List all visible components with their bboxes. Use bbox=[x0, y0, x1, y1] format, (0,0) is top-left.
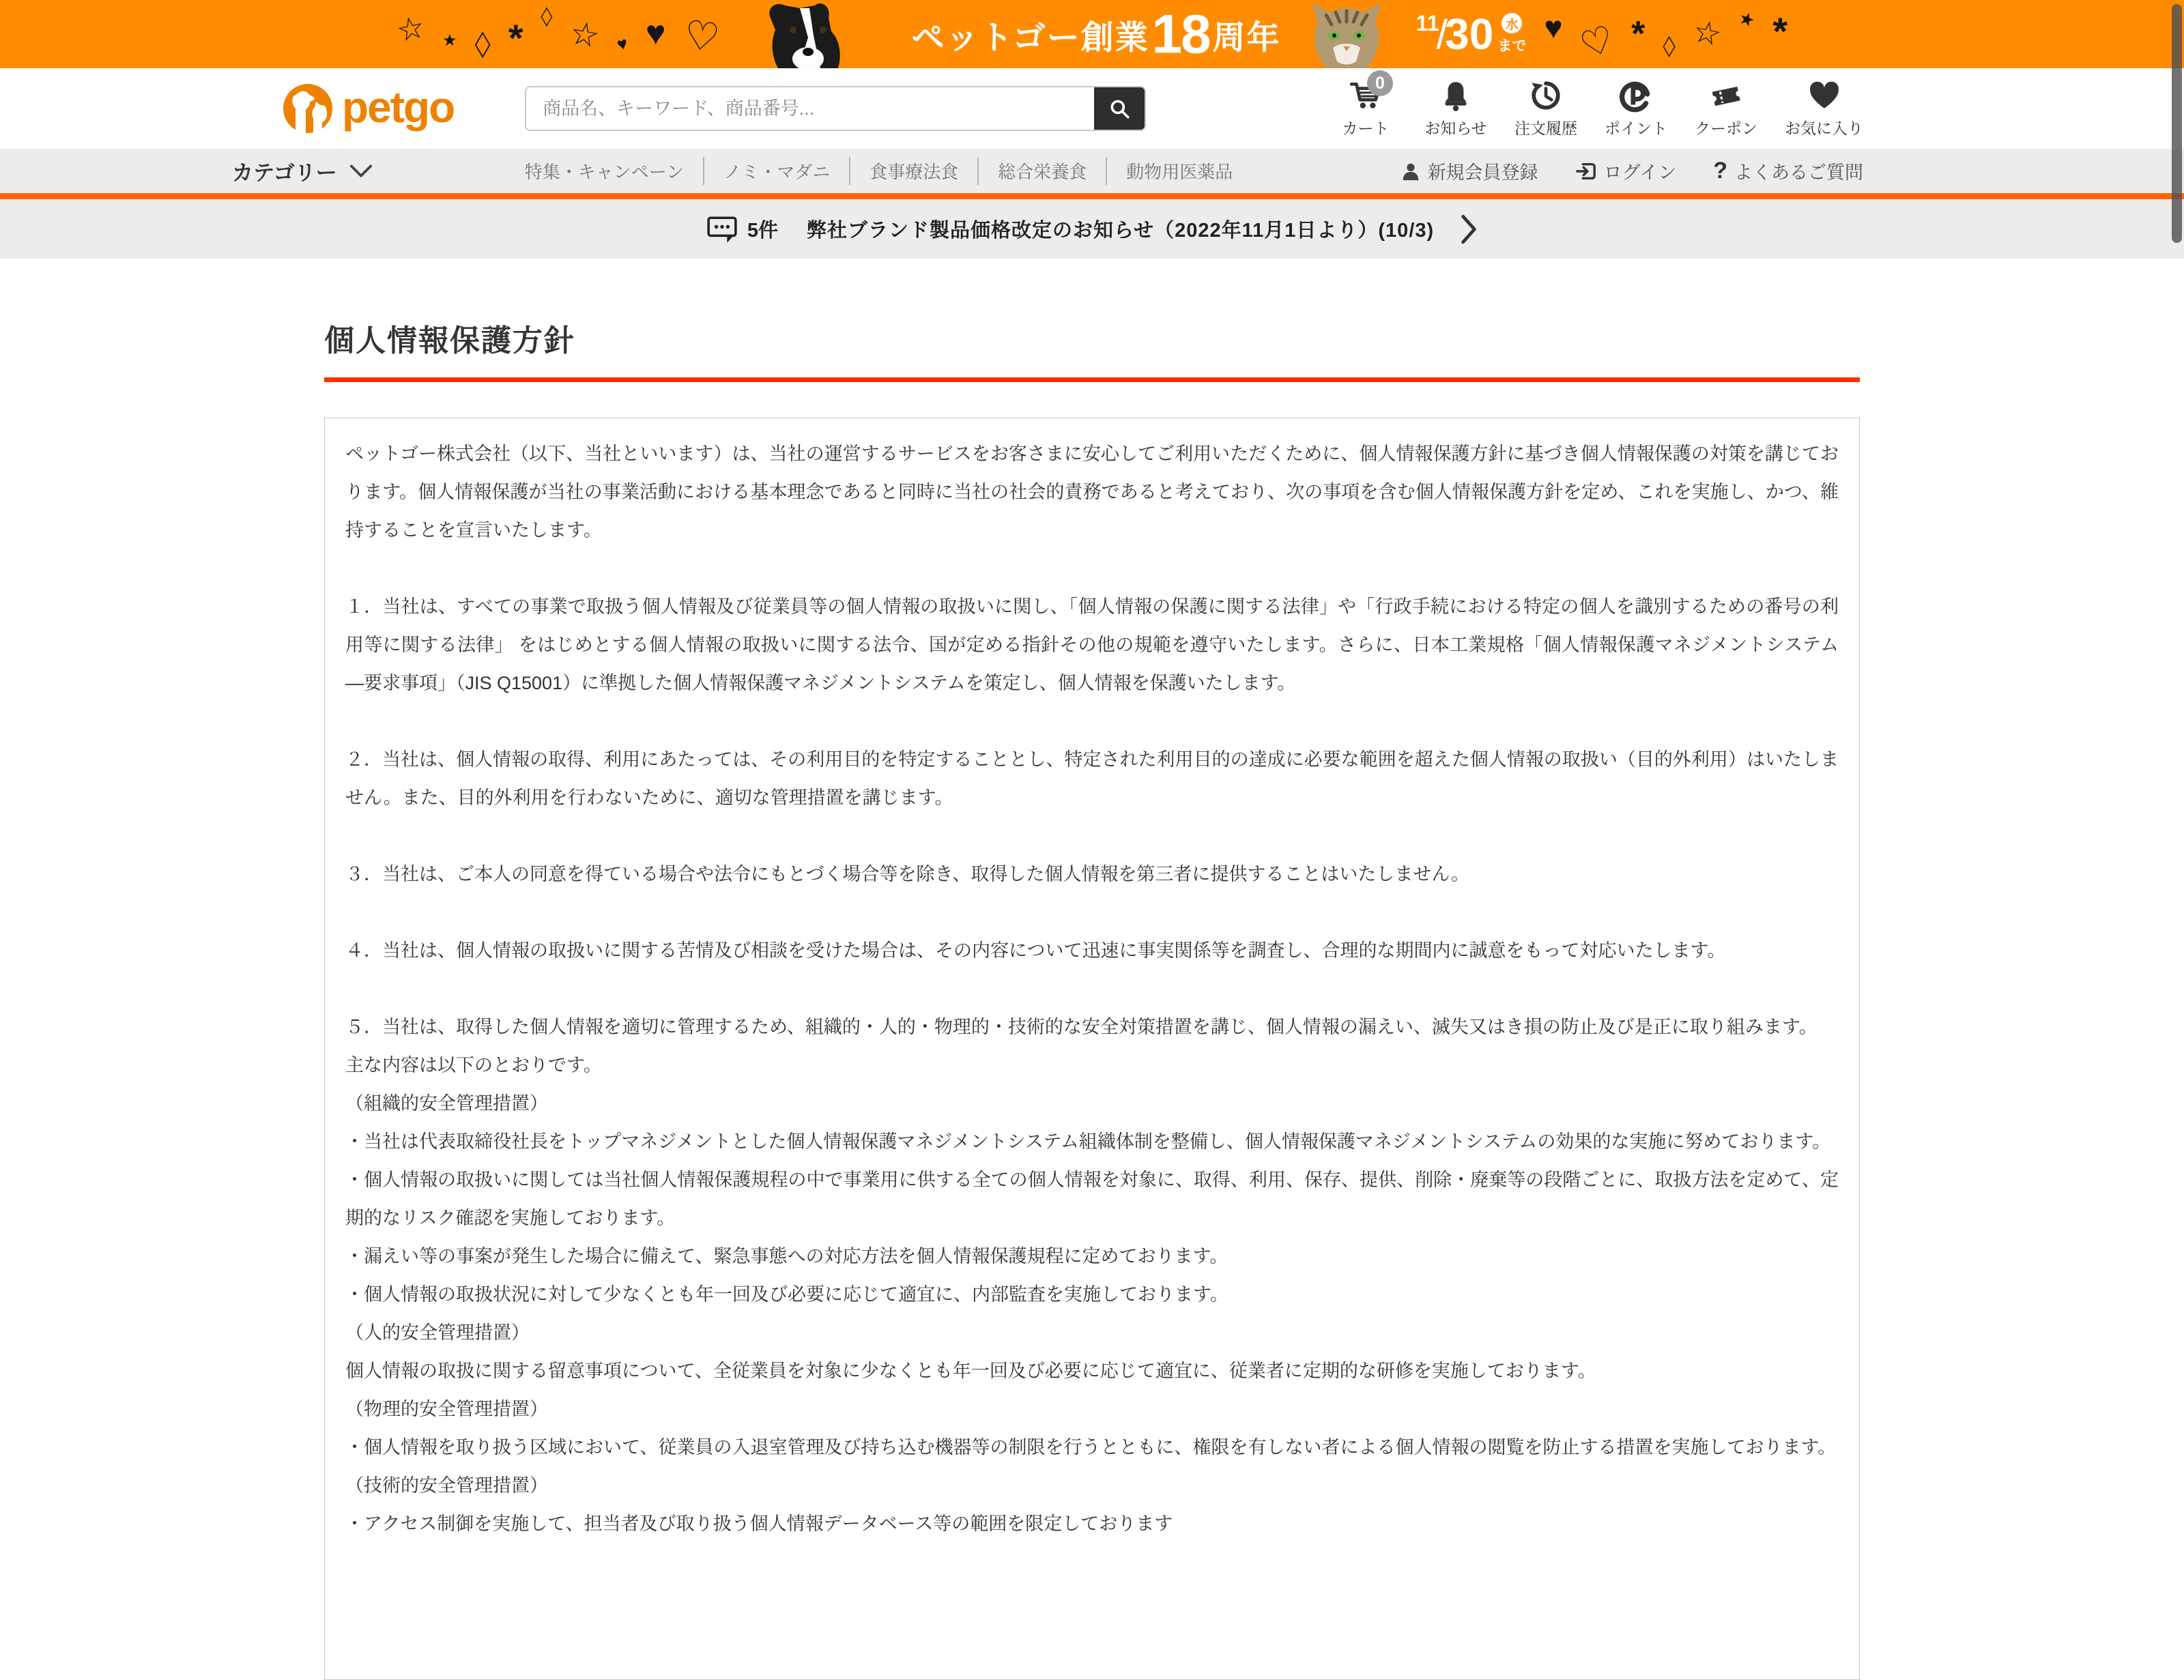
heart-icon bbox=[1807, 78, 1841, 113]
search-bar bbox=[525, 86, 1146, 131]
faq-label: よくあるご質問 bbox=[1734, 162, 1863, 183]
title-underline bbox=[324, 377, 1860, 382]
policy-section-heading: （技術的安全管理措置） bbox=[345, 1475, 548, 1496]
favorites-button[interactable] bbox=[1785, 78, 1863, 139]
category-menu-button[interactable] bbox=[232, 156, 373, 186]
petgo-logo[interactable] bbox=[283, 83, 454, 134]
speech-bubble-icon bbox=[706, 214, 738, 245]
nav-link-featured[interactable]: 特集・キャンペーン bbox=[524, 162, 685, 182]
border-collie-dog-photo bbox=[737, 0, 894, 68]
deadline-month: 11 bbox=[1416, 10, 1439, 35]
policy-paragraph: ・アクセス制御を実施して、担当者及び取り扱う個人情報データベース等の範囲を限定しております bbox=[345, 1514, 1173, 1534]
search-button[interactable] bbox=[1094, 87, 1145, 130]
question-icon: ? bbox=[1713, 158, 1727, 184]
banner-doodles-left bbox=[392, 0, 722, 62]
policy-paragraph: ・個人情報の取扱いに関しては当社個人情報保護規程の中で事業用に供する全ての個人情報を対象に、取得、利用、保存、提供、削除・廃棄等の段階ごとに、取扱方法を定めて、定期的なリスク確認を実施しております。 bbox=[345, 1170, 1839, 1228]
star-solid-icon: ★ bbox=[1736, 6, 1758, 32]
news-ticker[interactable] bbox=[0, 199, 2184, 259]
signup-link[interactable] bbox=[1400, 158, 1538, 184]
heart-solid-icon: ♥ bbox=[645, 14, 666, 52]
point-p-icon bbox=[1619, 78, 1653, 113]
petgo-logo-mark-icon bbox=[283, 84, 332, 133]
sparkle-diamond-icon: ◇ bbox=[541, 0, 553, 30]
login-link[interactable] bbox=[1575, 158, 1677, 184]
cart-label: カート bbox=[1342, 119, 1390, 137]
nav-link-flea-tick[interactable]: ノミ・マダニ bbox=[703, 157, 849, 185]
scrollbar-thumb[interactable] bbox=[2172, 4, 2182, 243]
star-outline-icon: ☆ bbox=[1689, 12, 1725, 53]
privacy-policy-body bbox=[324, 418, 1860, 1680]
chevron-down-icon bbox=[349, 164, 373, 179]
cart-button[interactable] bbox=[1334, 73, 1397, 139]
notifications-button[interactable] bbox=[1424, 78, 1487, 139]
page-title: 個人情報保護方針 bbox=[324, 324, 575, 358]
heart-solid-icon: ♥ bbox=[615, 32, 631, 55]
banner-title-number: 18 bbox=[1151, 3, 1210, 64]
banner-doodles-right bbox=[1544, 6, 1788, 68]
policy-section-heading: （人的安全管理措置） bbox=[345, 1322, 530, 1343]
policy-section-heading: （組織的安全管理措置） bbox=[345, 1093, 548, 1114]
login-icon bbox=[1575, 160, 1597, 182]
deadline-day-number: 30 bbox=[1445, 10, 1494, 59]
heart-outline-icon: ♡ bbox=[680, 12, 722, 61]
accent-divider bbox=[0, 193, 2184, 199]
tabby-cat-photo bbox=[1299, 0, 1394, 68]
policy-paragraph: ５．当社は、取得した個人情報を適切に管理するため、組織的・人的・物理的・技術的な安全対策措置を講じ、個人情報の漏えい、滅失又はき損の防止及び是正に取り組みます。 bbox=[345, 1017, 1817, 1037]
header-actions bbox=[1334, 73, 1863, 139]
search-input[interactable] bbox=[526, 87, 1094, 130]
coupons-button[interactable] bbox=[1695, 78, 1757, 139]
star-outline-icon: ☆ bbox=[392, 8, 429, 49]
deadline-weekday-badge: 水 bbox=[1502, 13, 1522, 33]
nav-link-veterinary-medicine[interactable]: 動物用医薬品 bbox=[1106, 157, 1252, 185]
login-label: ログイン bbox=[1603, 162, 1677, 183]
policy-paragraph: ３．当社は、ご本人の同意を得ている場合や法令にもとづく場合等を除き、取得した個人情報を第三者に提供することはいたしません。 bbox=[345, 864, 1469, 884]
account-links bbox=[1400, 158, 1863, 184]
order-history-button[interactable] bbox=[1514, 78, 1577, 139]
person-icon bbox=[1400, 161, 1421, 182]
asterisk-icon: * bbox=[1772, 10, 1788, 53]
points-button[interactable] bbox=[1605, 78, 1667, 139]
promo-banner[interactable] bbox=[0, 0, 2184, 68]
main-content bbox=[0, 316, 2184, 1680]
magnifier-icon bbox=[1108, 97, 1131, 120]
banner-title-prefix: ペットゴー創業 bbox=[911, 19, 1149, 56]
deadline-suffix: まで bbox=[1497, 38, 1527, 54]
policy-paragraph: ・当社は代表取締役社長をトップマネジメントとした個人情報保護マネジメントシステム組織体制を整備し、個人情報保護マネジメントシステムの効果的な実施に努めております。 bbox=[345, 1131, 1831, 1152]
sparkle-diamond-icon: ◇ bbox=[474, 23, 491, 62]
star-solid-icon: ★ bbox=[442, 31, 457, 50]
policy-paragraph: １．当社は、すべての事業で取扱う個人情報及び従業員等の個人情報の取扱いに関し、「個人情報の保護に関する法律」や「行政手続における特定の個人を識別するための番号の利用等に関する法律」 をはじめとする個人情報の取扱いに関する法令、国が定める指針その他の規範を遵守いたします。さらに、日本工業規格「個人情報保護マネジメントシステム―要求事項」（JIS Q15001）に準拠した個人情報保護マネジメントシステムを策定し、個人情報を保護いたします。 bbox=[345, 596, 1839, 693]
faq-link[interactable] bbox=[1713, 158, 1863, 184]
policy-paragraph: ２．当社は、個人情報の取得、利用にあたっては、その利用目的を特定することとし、特定された利用目的の達成に必要な範囲を超えた個人情報の取扱い（目的外利用）はいたしません。また、目的外利用を行わないために、適切な管理措置を講じます。 bbox=[345, 749, 1839, 808]
heart-solid-icon: ♥ bbox=[1544, 10, 1563, 45]
banner-title bbox=[912, 3, 1281, 66]
favorites-label: お気に入り bbox=[1785, 119, 1863, 137]
news-count: 5件 bbox=[747, 220, 778, 242]
banner-title-suffix: 周年 bbox=[1212, 19, 1281, 56]
main-nav bbox=[0, 149, 2184, 193]
banner-deadline bbox=[1416, 9, 1527, 59]
policy-paragraph: 主な内容は以下のとおりです。 bbox=[345, 1055, 602, 1075]
heart-outline-icon: ♡ bbox=[1575, 17, 1620, 68]
asterisk-icon: * bbox=[508, 16, 523, 59]
site-header bbox=[0, 68, 2184, 149]
nav-link-nutrition-food[interactable]: 総合栄養食 bbox=[977, 157, 1106, 185]
policy-paragraph: ・漏えい等の事案が発生した場合に備えて、緊急事態への対応方法を個人情報保護規程に定めております。 bbox=[345, 1246, 1228, 1266]
nav-link-therapeutic-food[interactable]: 食事療法食 bbox=[849, 157, 977, 185]
policy-paragraph: ・個人情報の取扱状況に対して少なくとも年一回及び必要に応じて適宜に、内部監査を実施しております。 bbox=[345, 1284, 1228, 1305]
star-outline-icon: ☆ bbox=[567, 14, 603, 56]
signup-label: 新規会員登録 bbox=[1427, 162, 1538, 183]
bell-icon bbox=[1439, 78, 1473, 113]
policy-section-heading: （物理的安全管理措置） bbox=[345, 1399, 548, 1419]
news-message[interactable]: 弊社ブランド製品価格改定のお知らせ（2022年11月1日より）(10/3) bbox=[806, 220, 1435, 242]
cart-count-badge: 0 bbox=[1367, 70, 1393, 96]
policy-paragraph: ・個人情報を取り扱う区域において、従業員の入退室管理及び持ち込む機器等の制限を行うとともに、権限を有しない者による個人情報の閲覧を防止する措置を実施しております。 bbox=[345, 1437, 1837, 1458]
points-label: ポイント bbox=[1605, 119, 1667, 137]
deadline-slash: / bbox=[1436, 11, 1448, 57]
notifications-label: お知らせ bbox=[1424, 119, 1487, 137]
policy-paragraph: 個人情報の取扱に関する留意事項について、全従業員を対象に少なくとも年一回及び必要に応じて適宜に、従業者に定期的な研修を実施しております。 bbox=[345, 1361, 1596, 1381]
asterisk-icon: * bbox=[1631, 14, 1646, 54]
chevron-right-icon[interactable] bbox=[1460, 214, 1478, 245]
sparkle-diamond-icon: ◇ bbox=[1663, 29, 1676, 61]
nav-links bbox=[506, 157, 1252, 185]
history-clock-icon bbox=[1529, 78, 1563, 113]
petgo-logo-text: petgo bbox=[342, 83, 455, 132]
category-label: カテゴリー bbox=[232, 161, 337, 185]
order-history-label: 注文履歴 bbox=[1514, 119, 1577, 137]
policy-paragraph: ペットゴー株式会社（以下、当社といいます）は、当社の運営するサービスをお客さまに安心してご利用いただくために、個人情報保護方針に基づき個人情報保護の対策を講じております。個人情報保護が当社の事業活動における基本理念であると同時に当社の社会的責務であると考えており、次の事項を含む個人情報保護方針を定め、これを実施し、かつ、維持することを宣言いたします。 bbox=[345, 444, 1839, 540]
coupons-label: クーポン bbox=[1695, 119, 1757, 137]
coupon-ticket-icon bbox=[1709, 78, 1743, 113]
policy-paragraph: ４．当社は、個人情報の取扱いに関する苦情及び相談を受けた場合は、その内容について迅速に事実関係等を調査し、合理的な期間内に誠意をもって対応いたします。 bbox=[345, 940, 1726, 961]
